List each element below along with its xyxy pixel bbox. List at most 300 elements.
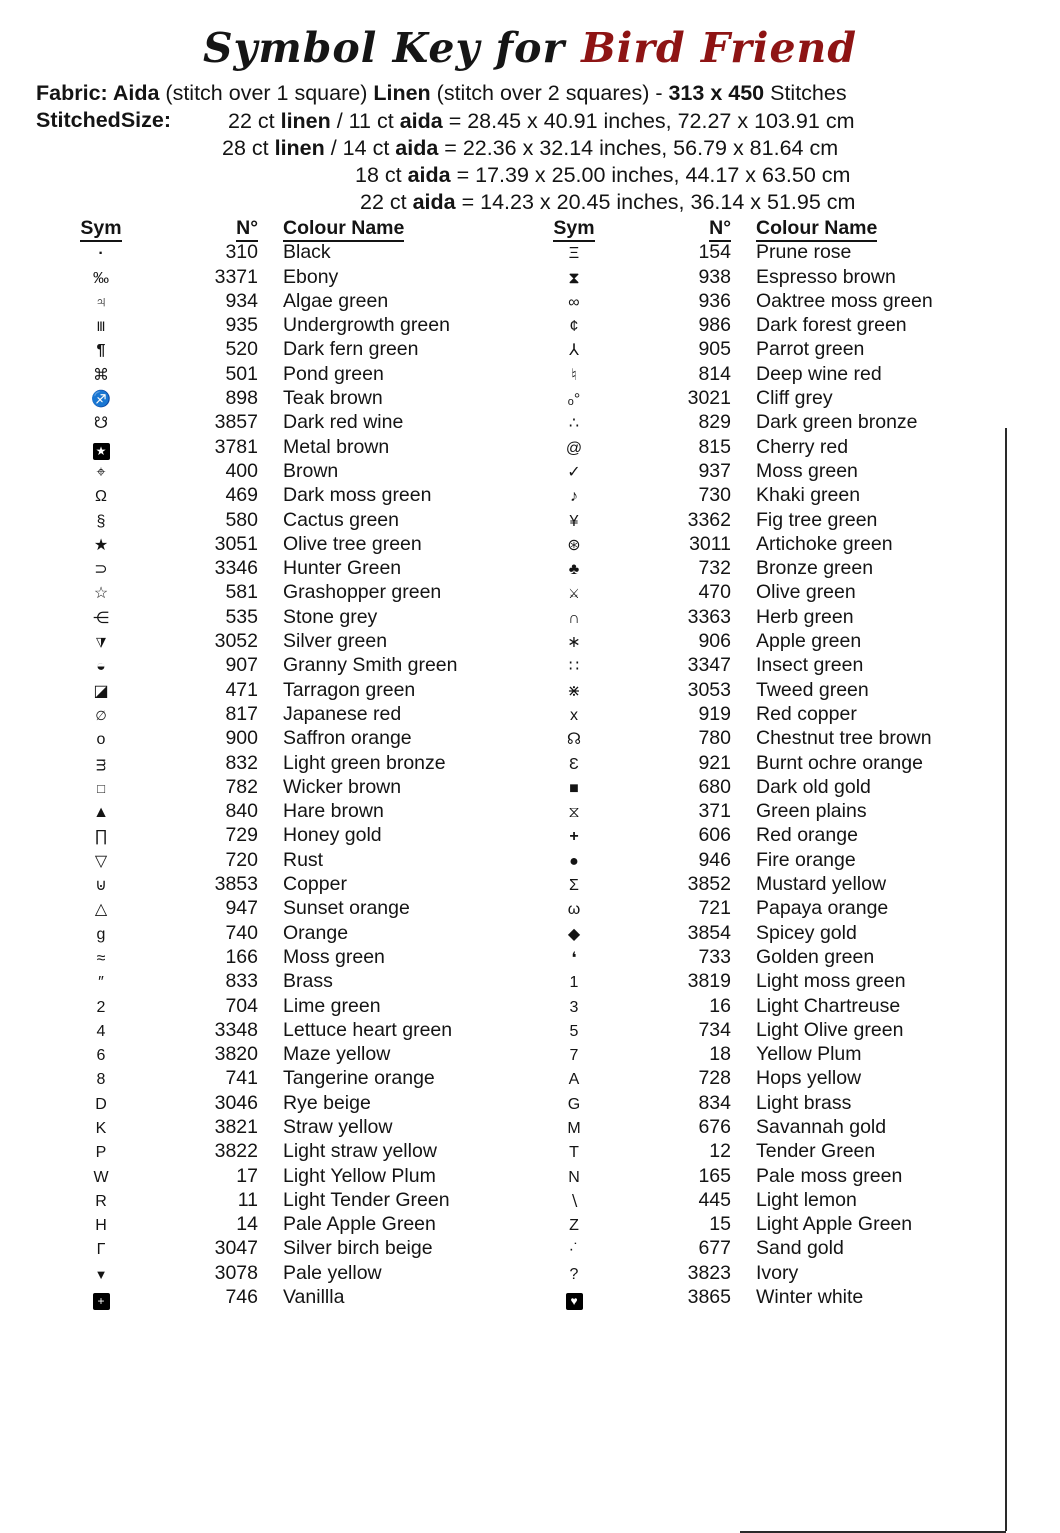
title-project-name: Bird Friend: [581, 24, 858, 72]
symbol-cell: [66, 1093, 136, 1117]
thread-number-cell: 935: [225, 314, 258, 337]
stitched-size-line: [36, 108, 1026, 135]
text-segment: aida: [395, 136, 439, 160]
table-row: [539, 1164, 1009, 1188]
colour-name-cell: Algae green: [283, 289, 389, 312]
symbol-cell: [66, 412, 136, 436]
colour-name-cell: Wicker brown: [283, 775, 402, 798]
table-row: [66, 872, 536, 896]
colour-name-cell: Golden green: [756, 945, 875, 968]
thread-number-cell: 3362: [687, 508, 731, 531]
colour-name-cell: Chestnut tree brown: [756, 727, 932, 750]
symbol-table-right: [539, 216, 1009, 1309]
stitch-symbol-glyph: 1: [569, 974, 579, 992]
colour-name-cell: Grashopper green: [283, 581, 442, 604]
thread-number-cell: 741: [225, 1067, 258, 1090]
colour-name-cell: Fig tree green: [756, 508, 878, 531]
colour-name-cell: Light Yellow Plum: [283, 1164, 436, 1187]
stitch-symbol-glyph: ♣: [568, 561, 580, 579]
colour-name-cell: Light moss green: [756, 970, 906, 993]
colour-name-cell: Mustard yellow: [756, 873, 887, 896]
thread-number-cell: 676: [698, 1115, 731, 1138]
colour-name-cell: Light Tender Green: [283, 1188, 450, 1211]
table-row: [66, 1042, 536, 1066]
table-row: [539, 1066, 1009, 1090]
table-row: [66, 556, 536, 580]
symbol-cell: [66, 1214, 136, 1238]
colour-name-cell: Red copper: [756, 702, 857, 725]
thread-number-cell: 832: [225, 751, 258, 774]
colour-name-cell: Cliff grey: [756, 387, 833, 410]
table-row: [539, 726, 1009, 750]
text-segment: aida: [407, 163, 451, 187]
symbol-cell: [539, 607, 609, 631]
table-row: [539, 1261, 1009, 1285]
colour-name-cell: Silver green: [283, 630, 388, 653]
stitch-symbol-glyph: @: [565, 439, 583, 457]
thread-number-cell: 680: [698, 775, 731, 798]
colour-name-cell: Brass: [283, 970, 333, 993]
stitched-size-line: [36, 162, 1026, 189]
symbol-cell: [66, 1044, 136, 1068]
table-row: [539, 1115, 1009, 1139]
symbol-cell: [66, 971, 136, 995]
table-row: [66, 1018, 536, 1042]
text-segment: linen: [280, 109, 331, 133]
thread-number-cell: 3347: [687, 654, 731, 677]
stitch-symbol-glyph: ∖: [568, 1192, 580, 1210]
symbol-cell: [539, 1287, 609, 1311]
stitch-symbol-glyph: □: [97, 780, 105, 796]
thread-number-cell: 15: [709, 1213, 731, 1236]
fabric-line: [36, 81, 1026, 106]
symbol-cell: [539, 728, 609, 752]
colour-name-cell: Hops yellow: [756, 1067, 862, 1090]
table-row: [539, 896, 1009, 920]
thread-number-cell: 921: [698, 751, 731, 774]
thread-number-cell: 3819: [687, 970, 731, 993]
symbol-cell: [66, 315, 136, 339]
colour-name-cell: Light green bronze: [283, 751, 446, 774]
table-row: [66, 1091, 536, 1115]
symbol-cell: [539, 825, 609, 849]
table-row: [539, 459, 1009, 483]
table-row: [66, 605, 536, 629]
thread-number-cell: 445: [698, 1188, 731, 1211]
table-row: [539, 629, 1009, 653]
colour-name-cell: Pond green: [283, 362, 384, 385]
thread-number-cell: 730: [698, 484, 731, 507]
stitch-symbol-glyph: G: [567, 1095, 581, 1113]
stitch-symbol-glyph: +: [569, 828, 579, 846]
text-segment: (stitch over 1 square): [159, 81, 374, 105]
thread-number-cell: 3363: [687, 605, 731, 628]
colour-name-cell: Dark red wine: [283, 411, 404, 434]
stitch-symbol-glyph: Ⅲ: [96, 319, 106, 335]
stitch-symbol-glyph: Ξ: [568, 245, 580, 263]
table-header: [66, 216, 536, 240]
symbol-cell: [66, 1141, 136, 1165]
stitch-symbol-glyph: Z: [569, 1217, 579, 1235]
colour-name-cell: Hare brown: [283, 800, 384, 823]
thread-number-cell: 3852: [687, 873, 731, 896]
thread-number-cell: 905: [698, 338, 731, 361]
thread-number-cell: 3052: [214, 630, 258, 653]
stitch-symbol-glyph: ¥: [569, 512, 579, 530]
symbol-cell: [539, 947, 609, 971]
symbol-cell: [66, 1020, 136, 1044]
stitch-symbol-glyph: ∞: [568, 293, 580, 311]
table-header: [539, 216, 1009, 240]
text-segment: (stitch over 2 squares) -: [430, 81, 669, 105]
table-row: [539, 799, 1009, 823]
colour-name-cell: Ivory: [756, 1261, 799, 1284]
stitch-symbol-glyph: N: [568, 1168, 580, 1186]
colour-name-cell: Metal brown: [283, 435, 390, 458]
stitch-symbol-glyph: ◭: [96, 636, 106, 652]
symbol-cell: [66, 1287, 136, 1311]
symbol-cell: [66, 437, 136, 461]
symbol-cell: [539, 753, 609, 777]
thread-number-cell: 833: [225, 970, 258, 993]
stitch-symbol-glyph: §: [96, 512, 106, 530]
stitch-symbol-glyph: 8: [96, 1071, 106, 1089]
stitch-symbol-glyph: ⧗: [568, 269, 580, 287]
symbol-cell: [539, 1093, 609, 1117]
table-row: [539, 1212, 1009, 1236]
table-row: [66, 848, 536, 872]
thread-number-cell: 12: [709, 1140, 731, 1163]
table-row: [539, 823, 1009, 847]
symbol-cell: [539, 242, 609, 266]
symbol-cell: [539, 1117, 609, 1141]
stitch-symbol-glyph: g: [96, 925, 106, 943]
stitch-symbol-glyph: ⊍: [95, 877, 107, 895]
table-row: [539, 1188, 1009, 1212]
stitch-symbol-glyph: ∴: [568, 415, 580, 433]
symbol-cell: [539, 1263, 609, 1287]
table-row: [66, 775, 536, 799]
table-row: [66, 386, 536, 410]
table-row: [539, 848, 1009, 872]
table-row: [66, 337, 536, 361]
thread-number-cell: 938: [698, 265, 731, 288]
header-colour-name: Colour Name: [258, 217, 404, 239]
thread-number-cell: 581: [225, 581, 258, 604]
thread-number-cell: 814: [698, 362, 731, 385]
thread-number-cell: 3078: [214, 1261, 258, 1284]
thread-number-cell: 16: [709, 994, 731, 1017]
symbol-cell: [66, 923, 136, 947]
stitch-symbol-glyph: ⋇: [567, 682, 581, 700]
thread-number-cell: 907: [225, 654, 258, 677]
symbol-cell: [539, 996, 609, 1020]
symbol-cell: [539, 777, 609, 801]
thread-number-cell: 3823: [687, 1261, 731, 1284]
symbol-cell: [66, 850, 136, 874]
stitch-symbol-glyph: W: [93, 1168, 109, 1186]
table-row: [66, 265, 536, 289]
thread-number-cell: 3047: [214, 1237, 258, 1260]
table-row: [539, 265, 1009, 289]
symbol-cell: [539, 364, 609, 388]
stitch-symbol-glyph: 4: [96, 1022, 106, 1040]
table-row: [539, 1018, 1009, 1042]
thread-number-cell: 3051: [214, 532, 258, 555]
stitch-symbol-glyph: x: [570, 706, 578, 724]
stitch-symbol-glyph: ☊: [566, 731, 582, 749]
table-row: [539, 508, 1009, 532]
table-row: [539, 483, 1009, 507]
stitch-symbol-glyph: ∅: [95, 707, 107, 723]
header-num: N°: [609, 216, 731, 240]
symbol-cell: [539, 704, 609, 728]
stitched-size-line: [36, 189, 1026, 216]
stitch-symbol-glyph: ω: [567, 901, 581, 919]
colour-name-cell: Burnt ochre orange: [756, 751, 923, 774]
stitch-symbol-glyph: 5: [569, 1022, 579, 1040]
text-segment: / 14 ct: [324, 136, 396, 160]
symbol-cell: [66, 874, 136, 898]
table-row: [539, 775, 1009, 799]
symbol-cell: [66, 1263, 136, 1287]
thread-number-cell: 3348: [214, 1018, 258, 1041]
table-body-left: [66, 240, 536, 1309]
thread-number-cell: 3853: [214, 873, 258, 896]
stitch-symbol-glyph: D: [95, 1095, 107, 1113]
table-row: [66, 1115, 536, 1139]
symbol-cell: [66, 996, 136, 1020]
table-row: [539, 580, 1009, 604]
thread-number-cell: 834: [698, 1091, 731, 1114]
symbol-cell: [66, 534, 136, 558]
table-row: [66, 289, 536, 313]
symbol-cell: [539, 339, 609, 363]
stitch-symbol-glyph: T: [569, 1144, 579, 1162]
colour-name-cell: Yellow Plum: [756, 1043, 862, 1066]
thread-number-cell: 704: [225, 994, 258, 1017]
table-row: [66, 994, 536, 1018]
table-row: [66, 678, 536, 702]
stitch-symbol-glyph: ☋: [93, 415, 109, 433]
symbol-cell: [539, 582, 609, 606]
text-segment: = 22.36 x 32.14 inches, 56.79 x 81.64 cm: [438, 136, 839, 160]
symbol-cell: [539, 510, 609, 534]
stitch-symbol-glyph: ₒ°: [567, 391, 581, 409]
colour-name-cell: Green plains: [756, 800, 867, 823]
thread-number-cell: 677: [698, 1237, 731, 1260]
table-row: [66, 726, 536, 750]
colour-name-cell: Tweed green: [756, 678, 869, 701]
text-segment: 18 ct: [355, 163, 408, 187]
stitch-symbol-glyph: 3: [569, 998, 579, 1016]
table-row: [66, 532, 536, 556]
colour-name-cell: Apple green: [756, 630, 862, 653]
colour-name-cell: Pale yellow: [283, 1261, 382, 1284]
symbol-cell: [539, 898, 609, 922]
table-row: [539, 921, 1009, 945]
thread-number-cell: 17: [236, 1164, 258, 1187]
stitched-size-block: [36, 108, 1026, 216]
stitch-symbol-glyph: Γ: [96, 1241, 106, 1259]
colour-name-cell: Sand gold: [756, 1237, 844, 1260]
thread-number-cell: 780: [698, 727, 731, 750]
thread-number-cell: 829: [698, 411, 731, 434]
stitch-symbol-glyph: ?: [569, 1265, 579, 1283]
thread-number-cell: 934: [225, 289, 258, 312]
stitch-symbol-glyph: ∏: [94, 828, 108, 846]
table-row: [66, 1139, 536, 1163]
text-segment: Linen: [373, 81, 431, 105]
thread-number-cell: 166: [225, 945, 258, 968]
table-row: [539, 653, 1009, 677]
symbol-cell: [66, 267, 136, 291]
text-segment: aida: [399, 109, 443, 133]
colour-name-cell: Silver birch beige: [283, 1237, 433, 1260]
stitch-symbol-glyph: P: [95, 1144, 107, 1162]
stitch-symbol-glyph: ♥: [566, 1293, 583, 1310]
thread-number-cell: 898: [225, 387, 258, 410]
stitch-symbol-glyph: R: [95, 1192, 107, 1210]
header-colour-name: Colour Name: [731, 217, 877, 239]
colour-name-cell: Parrot green: [756, 338, 865, 361]
symbol-cell: [66, 655, 136, 679]
colour-name-cell: Herb green: [756, 605, 854, 628]
symbol-cell: [539, 1190, 609, 1214]
thread-number-cell: 746: [225, 1286, 258, 1309]
thread-number-cell: 900: [225, 727, 258, 750]
symbol-cell: [539, 1166, 609, 1190]
colour-name-cell: Pale Apple Green: [283, 1213, 436, 1236]
symbol-cell: [66, 1117, 136, 1141]
table-row: [539, 994, 1009, 1018]
symbol-cell: [66, 777, 136, 801]
thread-number-cell: 400: [225, 459, 258, 482]
stitch-symbol-glyph: ▽: [94, 852, 108, 870]
text-segment: = 17.39 x 25.00 inches, 44.17 x 63.50 cm: [450, 163, 851, 187]
thread-number-cell: 782: [225, 775, 258, 798]
thread-number-cell: 3021: [687, 387, 731, 410]
table-row: [66, 1164, 536, 1188]
symbol-cell: [66, 485, 136, 509]
thread-number-cell: 919: [698, 702, 731, 725]
colour-name-cell: Moss green: [756, 459, 858, 482]
stitch-symbol-glyph: 7: [569, 1047, 579, 1065]
thread-number-cell: 11: [237, 1188, 258, 1211]
thread-number-cell: 3854: [687, 921, 731, 944]
stitch-symbol-glyph: ⊛: [567, 536, 581, 554]
colour-name-cell: Tender Green: [756, 1140, 876, 1163]
table-row: [66, 483, 536, 507]
thread-number-cell: 946: [698, 848, 731, 871]
table-row: [539, 556, 1009, 580]
symbol-cell: [539, 558, 609, 582]
stitch-symbol-glyph: ❛: [571, 949, 577, 967]
colour-name-cell: Light Olive green: [756, 1018, 904, 1041]
stitch-symbol-glyph: A: [568, 1071, 580, 1089]
thread-number-cell: 154: [698, 241, 731, 264]
colour-name-cell: Saffron orange: [283, 727, 412, 750]
symbol-cell: [66, 461, 136, 485]
table-row: [539, 1091, 1009, 1115]
table-row: [66, 629, 536, 653]
stitch-symbol-glyph: ⌖: [96, 463, 106, 481]
text-segment: = 14.23 x 20.45 inches, 36.14 x 51.95 cm: [455, 190, 856, 214]
symbol-cell: [539, 1068, 609, 1092]
stitch-symbol-glyph: △: [94, 901, 108, 919]
table-row: [66, 1285, 536, 1309]
thread-number-cell: 471: [225, 678, 258, 701]
table-row: [66, 1212, 536, 1236]
table-row: [539, 362, 1009, 386]
stitch-symbol-glyph: ″: [98, 974, 104, 992]
stitch-symbol-glyph: ♮: [571, 366, 577, 384]
table-row: [539, 678, 1009, 702]
stitch-symbol-glyph: ∩: [568, 609, 580, 627]
text-segment: linen: [274, 136, 325, 160]
colour-name-cell: Savannah gold: [756, 1115, 887, 1138]
colour-name-cell: Dark forest green: [756, 314, 907, 337]
symbol-cell: [539, 315, 609, 339]
table-row: [66, 410, 536, 434]
thread-number-cell: 3821: [214, 1115, 258, 1138]
symbol-cell: [66, 1190, 136, 1214]
stitch-symbol-glyph: ¶: [96, 342, 106, 360]
thread-number-cell: 469: [225, 484, 258, 507]
table-row: [539, 337, 1009, 361]
stitch-symbol-glyph: 6: [96, 1047, 106, 1065]
stitch-symbol-glyph: ∗: [567, 634, 581, 652]
thread-number-cell: 18: [709, 1043, 731, 1066]
table-row: [539, 313, 1009, 337]
colour-name-cell: Brown: [283, 459, 339, 482]
symbol-cell: [66, 704, 136, 728]
colour-name-cell: Espresso brown: [756, 265, 896, 288]
thread-number-cell: 165: [698, 1164, 731, 1187]
thread-number-cell: 3865: [687, 1286, 731, 1309]
symbol-cell: [66, 388, 136, 412]
colour-name-cell: Light lemon: [756, 1188, 857, 1211]
symbol-cell: [539, 971, 609, 995]
stitch-symbol-glyph: ∙˙: [569, 1241, 579, 1259]
colour-name-cell: Stone grey: [283, 605, 378, 628]
stitch-symbol-glyph: M: [567, 1119, 581, 1137]
symbol-cell: [539, 874, 609, 898]
colour-name-cell: Olive tree green: [283, 532, 422, 555]
symbol-cell: [66, 825, 136, 849]
symbol-cell: [539, 437, 609, 461]
thread-number-cell: 840: [225, 800, 258, 823]
text-segment: Fabric: Aida: [36, 81, 160, 105]
symbol-cell: [539, 1141, 609, 1165]
thread-number-cell: 936: [698, 289, 731, 312]
page-title: [0, 24, 1060, 72]
thread-number-cell: 3822: [214, 1140, 258, 1163]
symbol-cell: [539, 267, 609, 291]
thread-number-cell: 721: [698, 897, 731, 920]
symbol-cell: [66, 728, 136, 752]
colour-name-cell: Olive green: [756, 581, 856, 604]
table-row: [66, 702, 536, 726]
symbol-cell: [66, 339, 136, 363]
colour-name-cell: Sunset orange: [283, 897, 410, 920]
colour-name-cell: Papaya orange: [756, 897, 889, 920]
stitch-symbol-glyph: ◒: [96, 658, 106, 676]
symbol-cell: [539, 631, 609, 655]
symbol-cell: [66, 898, 136, 922]
title-prefix: Symbol Key for: [202, 24, 566, 72]
table-row: [539, 605, 1009, 629]
